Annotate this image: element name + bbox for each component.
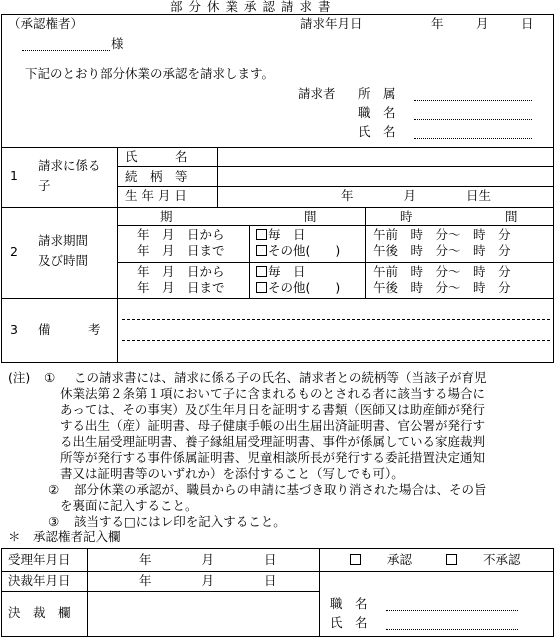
other-label-2: その他( ) bbox=[268, 280, 341, 295]
approver-position-label: 職 名 bbox=[330, 596, 368, 611]
approver-label: （承認権者） bbox=[8, 16, 84, 31]
approver-row1-border bbox=[1, 571, 554, 572]
remarks-label: 備 考 bbox=[38, 322, 101, 337]
request-month-label: 月 bbox=[476, 16, 489, 31]
period-from-2: 年 月 日から bbox=[137, 264, 225, 279]
notes-prefix: (注) bbox=[8, 370, 31, 385]
approver-name-label: 氏 名 bbox=[330, 615, 368, 630]
approve-option[interactable] bbox=[350, 554, 412, 567]
period-to-1: 年 月 日まで bbox=[137, 243, 225, 258]
section2-header-border bbox=[117, 225, 554, 226]
position-field[interactable] bbox=[414, 119, 532, 120]
section1-row1-border bbox=[117, 166, 554, 167]
affiliation-label: 所 属 bbox=[358, 86, 396, 101]
period-header-1: 期 bbox=[160, 209, 173, 224]
am-time-2: 午前 時 分～ 時 分 bbox=[373, 264, 511, 279]
section2-label: 請求期間 bbox=[38, 233, 89, 248]
child-birth-value: 年 月 日生 bbox=[341, 188, 492, 203]
request-day-label: 日 bbox=[521, 16, 534, 31]
section2-top-border bbox=[1, 207, 554, 208]
page-title: 部分休業承認請求書 bbox=[170, 0, 337, 14]
note1-line-5: る出生届受理証明書、養子縁組届受理証明書、事件が係属している家庭裁判 bbox=[60, 434, 486, 449]
other-label-1: その他( ) bbox=[268, 243, 341, 258]
name-field[interactable] bbox=[414, 138, 532, 139]
section1-inner-border bbox=[217, 147, 218, 207]
request-year-label: 年 bbox=[431, 16, 444, 31]
approver-name-field[interactable] bbox=[386, 629, 518, 630]
checkbox-icon[interactable] bbox=[256, 266, 267, 277]
section1-top-border bbox=[1, 147, 554, 148]
section3-number: 3 bbox=[10, 322, 18, 337]
note1-mark: ① bbox=[44, 370, 56, 385]
note3-mark: ③ bbox=[48, 514, 60, 529]
checkbox-icon[interactable] bbox=[446, 554, 457, 565]
section2-label-2: 及び時間 bbox=[38, 253, 89, 268]
other-option-1[interactable] bbox=[256, 245, 340, 258]
approver-position-field[interactable] bbox=[386, 610, 518, 611]
decided-date-value: 年 月 日 bbox=[139, 573, 277, 588]
affiliation-field[interactable] bbox=[414, 100, 532, 101]
note2-mark: ② bbox=[48, 482, 60, 497]
reject-label: 不承認 bbox=[483, 552, 521, 567]
am-time-1: 午前 時 分～ 時 分 bbox=[373, 227, 511, 242]
note2-line-1: 部分休業の承認が、職員からの申請に基づき取り消された場合は、その旨 bbox=[74, 482, 487, 497]
note1-line-2: 休業法第２条第１項において子に含まれるものとされる者に該当する場合に bbox=[60, 386, 486, 401]
note1-line-7: 書又は証明書等のいずれか）を添付すること（写しでも可）。 bbox=[60, 466, 404, 481]
section3-top-border bbox=[1, 298, 554, 299]
period-header-2: 間 bbox=[304, 209, 317, 224]
section2-row-border bbox=[117, 262, 554, 263]
other-option-2[interactable] bbox=[256, 282, 340, 295]
daily-option-1[interactable] bbox=[256, 229, 306, 242]
note2-line-2: を裏面に記入すること。 bbox=[60, 498, 198, 513]
approver-mid-border bbox=[319, 548, 320, 637]
checkbox-icon[interactable] bbox=[350, 554, 361, 565]
position-label: 職 名 bbox=[358, 105, 396, 120]
name-label: 氏 名 bbox=[358, 124, 396, 139]
child-birth-label: 生 年 月 日 bbox=[125, 188, 187, 203]
received-date-value: 年 月 日 bbox=[139, 552, 277, 567]
approver-label-border bbox=[87, 548, 88, 637]
remarks-line-1[interactable] bbox=[122, 319, 550, 320]
checkbox-icon[interactable] bbox=[256, 282, 267, 293]
reject-option[interactable] bbox=[446, 554, 521, 567]
intro-text: 下記のとおり部分休業の承認を請求します。 bbox=[25, 66, 275, 81]
approver-section-label: ＊ 承認権者記入欄 bbox=[8, 529, 121, 544]
section2-time-border bbox=[365, 207, 366, 298]
approver-row2-border bbox=[1, 591, 319, 592]
daily-label-2: 毎 日 bbox=[268, 264, 306, 279]
section2-date-border bbox=[249, 225, 250, 298]
remarks-line-2[interactable] bbox=[122, 340, 550, 341]
pm-time-1: 午後 時 分～ 時 分 bbox=[373, 243, 511, 258]
period-to-2: 年 月 日まで bbox=[137, 280, 225, 295]
received-date-label: 受理年月日 bbox=[8, 552, 71, 567]
pm-time-2: 午後 時 分～ 時 分 bbox=[373, 280, 511, 295]
checkbox-icon[interactable] bbox=[256, 245, 267, 256]
kessai-label: 決 裁 欄 bbox=[8, 605, 71, 620]
period-from-1: 年 月 日から bbox=[137, 227, 225, 242]
daily-label-1: 毎 日 bbox=[268, 227, 306, 242]
note1-line-6: 所等が発行する事件係属証明書、児童相談所長が発行する委託措置決定通知 bbox=[60, 450, 486, 465]
approver-name-line[interactable] bbox=[22, 50, 110, 51]
note3-text: 該当する□にはレ印を記入すること。 bbox=[74, 514, 286, 529]
time-header-2: 間 bbox=[505, 209, 518, 224]
request-date-label: 請求年月日 bbox=[300, 16, 363, 31]
section2-number: 2 bbox=[10, 244, 18, 259]
checkbox-icon[interactable] bbox=[256, 229, 267, 240]
label-column-border bbox=[117, 147, 118, 363]
decided-date-label: 決裁年月日 bbox=[8, 573, 71, 588]
approve-label: 承認 bbox=[387, 552, 413, 567]
note1-line-1: この請求書には、請求に係る子の氏名、請求者との続柄等（当該子が育児 bbox=[74, 370, 487, 385]
sama-label: 様 bbox=[111, 36, 124, 51]
time-header-1: 時 bbox=[400, 209, 413, 224]
child-relation-label: 続 柄 等 bbox=[125, 169, 188, 184]
section1-label-2: 子 bbox=[38, 178, 51, 193]
section1-row2-border bbox=[117, 186, 554, 187]
note1-line-3: あっては、その事実）及び生年月日を証明する書類（医師又は助産師が発行 bbox=[60, 402, 485, 417]
requester-label: 請求者 bbox=[298, 86, 336, 101]
section1-label: 請求に係る bbox=[38, 158, 101, 173]
section1-number: 1 bbox=[10, 168, 18, 183]
child-name-label: 氏 名 bbox=[125, 149, 188, 164]
daily-option-2[interactable] bbox=[256, 266, 306, 279]
note1-line-4: する出生（産）証明書、母子健康手帳の出生届出済証明書、官公署が発行す bbox=[60, 418, 486, 433]
